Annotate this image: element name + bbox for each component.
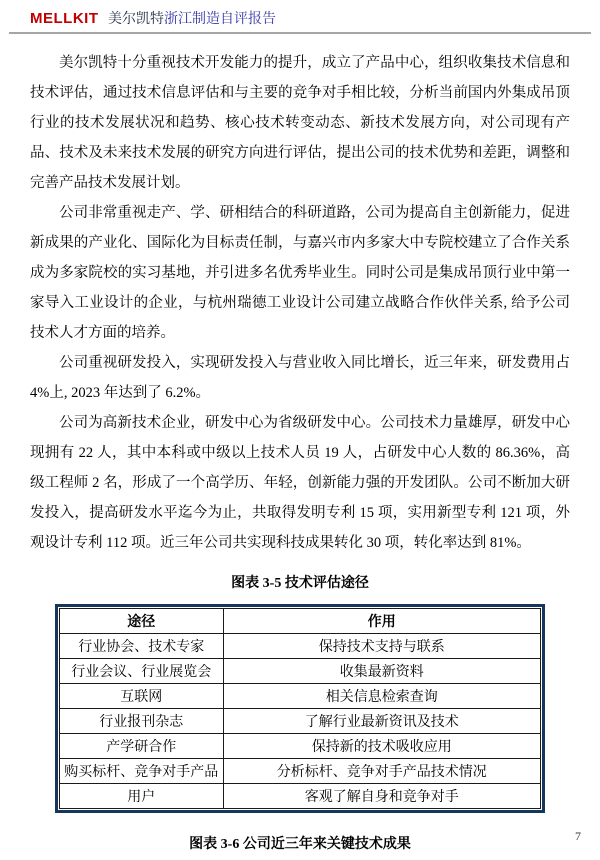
header-title-dark: 美尔凯特 — [108, 12, 164, 27]
paragraph: 公司重视研发投入，实现研发投入与营业收入同比增长，近三年来，研发费用占 4%上, 2023 年达到了 6.2%。 — [30, 355, 570, 401]
table-row — [60, 634, 541, 659]
cell-way: 行业报刊杂志 — [60, 709, 224, 734]
body-text — [30, 48, 570, 558]
cell-way: 互联网 — [60, 684, 224, 709]
table-row — [60, 659, 541, 684]
cell-use: 客观了解自身和竞争对手 — [223, 784, 540, 809]
cell-way: 行业会议、行业展览会 — [60, 659, 224, 684]
page-number: 7 — [575, 829, 581, 843]
column-header-use: 作用 — [223, 609, 540, 634]
cell-use: 保持技术支持与联系 — [223, 634, 540, 659]
cell-use: 了解行业最新资讯及技术 — [223, 709, 540, 734]
table-row — [60, 709, 541, 734]
cell-use: 收集最新资料 — [223, 659, 540, 684]
table-row — [60, 784, 541, 809]
table-row — [60, 759, 541, 784]
page-header — [9, 0, 591, 34]
evaluation-table — [59, 608, 541, 809]
cell-way: 用户 — [60, 784, 224, 809]
header-title-blue: 浙江制造自评报告 — [164, 12, 276, 27]
table-caption-top: 图表 3-5 技术评估途径 — [231, 576, 369, 591]
table-header-row — [60, 609, 541, 634]
column-header-way: 途径 — [60, 609, 224, 634]
cell-way: 产学研合作 — [60, 734, 224, 759]
evaluation-table-frame — [55, 604, 545, 813]
table-row — [60, 684, 541, 709]
cell-way: 行业协会、技术专家 — [60, 634, 224, 659]
table-caption-bottom: 图表 3-6 公司近三年来关键技术成果 — [189, 837, 411, 852]
cell-way: 购买标杆、竞争对手产品 — [60, 759, 224, 784]
cell-use: 相关信息检索查询 — [223, 684, 540, 709]
paragraph: 公司非常重视走产、学、研相结合的科研道路，公司为提高自主创新能力，促进新成果的产业化、国际化为目标责任制，与嘉兴市内多家大中专院校建立了合作关系成为多家院校的实习基地，并引进多名优秀毕业生。同时公司是集成吊顶行业中第一家导入工业设计的企业，与杭州瑞德工业设计公司建立战略合作伙伴关系, 给予公司技术人才方面的培养。 — [30, 205, 570, 341]
paragraph: 美尔凯特十分重视技术开发能力的提升，成立了产品中心，组织收集技术信息和技术评估，通过技术信息评估和与主要的竞争对手相比较，分析当前国内外集成吊顶行业的技术发展状况和趋势、核心技术转变动态、新技术发展方向，对公司现有产品、技术及未来技术发展的研究方向进行评估，提出公司的技术优势和差距，调整和完善产品技术发展计划。 — [30, 55, 570, 191]
brand-logo-text: MELLKIT — [30, 10, 99, 27]
cell-use: 保持新的技术吸收应用 — [223, 734, 540, 759]
table-row — [60, 734, 541, 759]
paragraph: 公司为高新技术企业，研发中心为省级研发中心。公司技术力量雄厚，研发中心现拥有 22 人，其中本科或中级以上技术人员 19 人，占研发中心人数的 86.36%，高级工程师 2 名，形成了一个高学历、年轻，创新能力强的开发团队。公司不断加大研发投入，提高研发水平迄今为止，共取得发明专利 15 项，实用新型专利 121 项，外观设计专利 112 项。近三年公司共实现科技成果转化 30 项，转化率达到 81%。 — [30, 415, 570, 551]
cell-use: 分析标杆、竞争对手产品技术情况 — [223, 759, 540, 784]
